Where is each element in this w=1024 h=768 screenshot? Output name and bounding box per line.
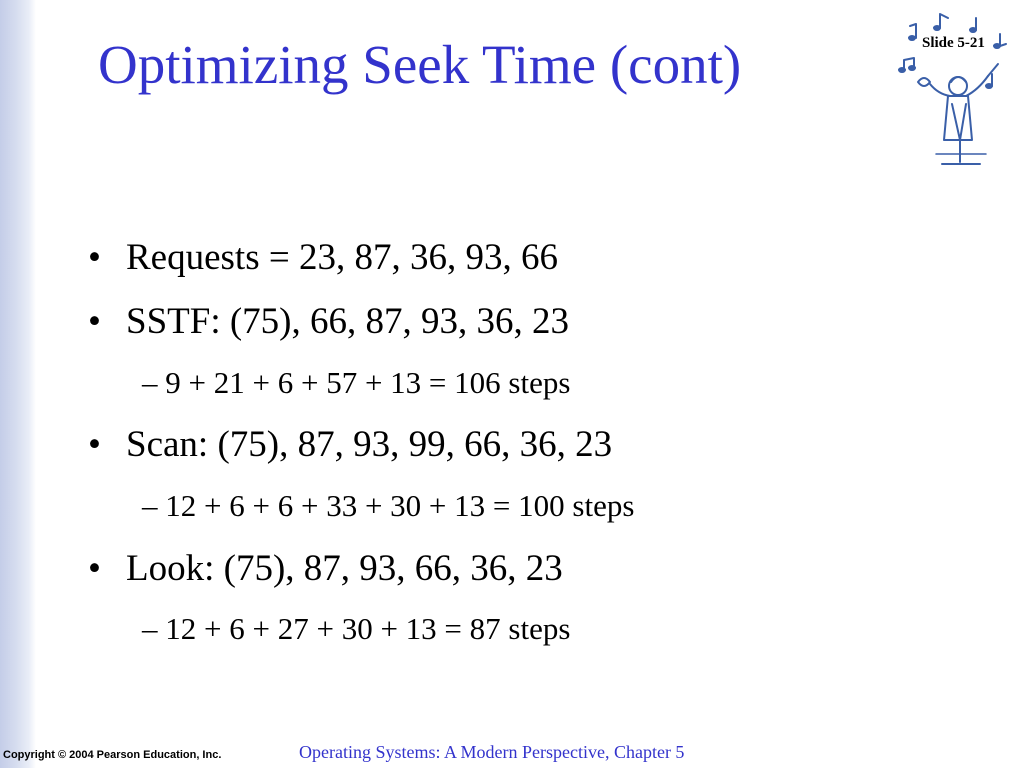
- bullet-item: [88, 423, 612, 467]
- slide-number: Slide 5-21: [922, 35, 985, 51]
- bullet-marker: •: [88, 424, 101, 465]
- bullet-text: SSTF: (75), 66, 87, 93, 36, 23: [126, 301, 570, 342]
- bullet-item: [88, 300, 569, 344]
- sub-bullet-text: 9 + 21 + 6 + 57 + 13 = 106 steps: [165, 365, 571, 400]
- bullet-item: [88, 236, 558, 280]
- dash-marker: –: [142, 365, 158, 400]
- bullet-item: [88, 547, 563, 591]
- sub-bullet-item: [142, 487, 634, 525]
- sub-bullet-item: [142, 610, 570, 648]
- bullet-marker: •: [88, 548, 101, 589]
- sub-bullet-text: 12 + 6 + 6 + 33 + 30 + 13 = 100 steps: [165, 488, 635, 523]
- bullet-text: Requests = 23, 87, 36, 93, 66: [126, 237, 558, 278]
- course-footer: Operating Systems: A Modern Perspective, Chapter 5: [299, 742, 685, 762]
- bullet-marker: •: [88, 237, 101, 278]
- bullet-text: Scan: (75), 87, 93, 99, 66, 36, 23: [126, 424, 613, 465]
- sub-bullet-text: 12 + 6 + 27 + 30 + 13 = 87 steps: [165, 611, 571, 646]
- dash-marker: –: [142, 488, 158, 523]
- copyright-notice: Copyright © 2004 Pearson Education, Inc.: [3, 749, 222, 761]
- sub-bullet-item: [142, 364, 570, 402]
- bullet-text: Look: (75), 87, 93, 66, 36, 23: [126, 548, 563, 589]
- slide-title: Optimizing Seek Time (cont): [98, 34, 742, 95]
- bullet-marker: •: [88, 301, 101, 342]
- dash-marker: –: [142, 611, 158, 646]
